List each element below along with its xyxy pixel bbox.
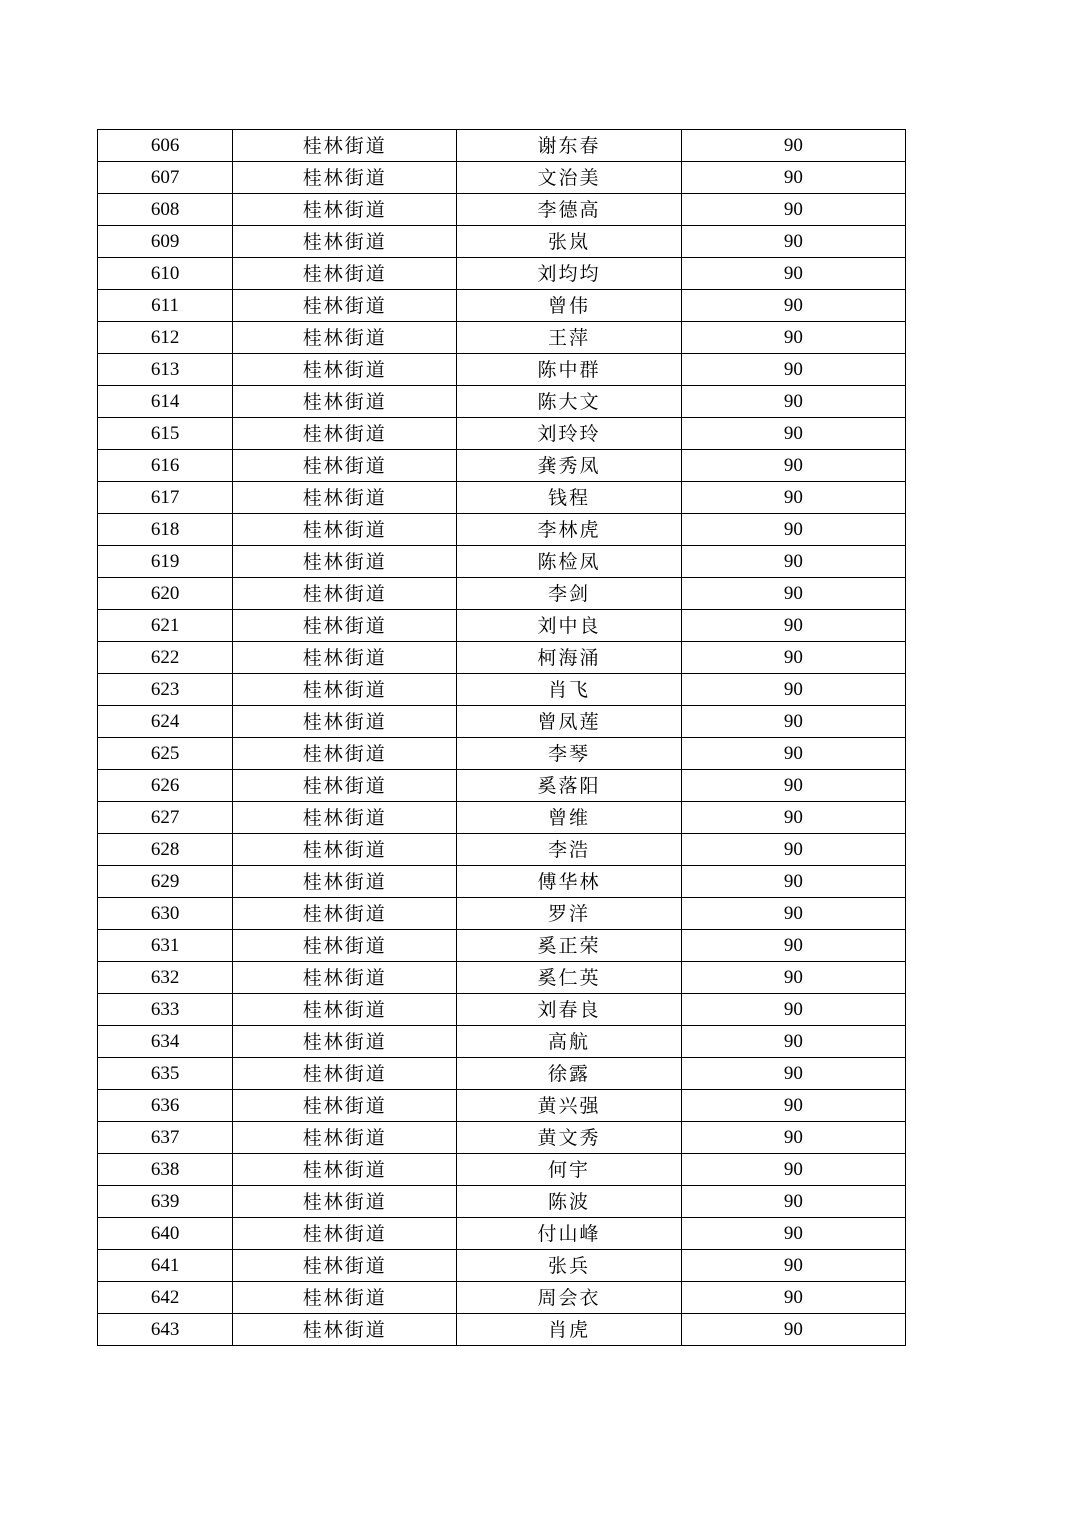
row-number-cell: 607 xyxy=(98,162,233,194)
row-number-cell: 635 xyxy=(98,1058,233,1090)
table-row xyxy=(98,1122,906,1154)
row-number-cell: 640 xyxy=(98,1218,233,1250)
score-cell: 90 xyxy=(681,162,905,194)
street-cell: 桂林街道 xyxy=(233,226,457,258)
row-number-cell: 636 xyxy=(98,1090,233,1122)
score-cell: 90 xyxy=(681,1314,905,1346)
table-row xyxy=(98,1314,906,1346)
table-row xyxy=(98,962,906,994)
street-cell: 桂林街道 xyxy=(233,418,457,450)
row-number-cell: 641 xyxy=(98,1250,233,1282)
row-number-cell: 621 xyxy=(98,610,233,642)
score-cell: 90 xyxy=(681,258,905,290)
street-cell: 桂林街道 xyxy=(233,802,457,834)
table-row xyxy=(98,258,906,290)
row-number-cell: 613 xyxy=(98,354,233,386)
score-cell: 90 xyxy=(681,1186,905,1218)
row-number-cell: 619 xyxy=(98,546,233,578)
person-name-cell: 陈波 xyxy=(457,1186,681,1218)
table-row xyxy=(98,674,906,706)
row-number-cell: 612 xyxy=(98,322,233,354)
row-number-cell: 611 xyxy=(98,290,233,322)
street-cell: 桂林街道 xyxy=(233,674,457,706)
table-row xyxy=(98,1218,906,1250)
score-cell: 90 xyxy=(681,1154,905,1186)
street-cell: 桂林街道 xyxy=(233,450,457,482)
row-number-cell: 634 xyxy=(98,1026,233,1058)
row-number-cell: 643 xyxy=(98,1314,233,1346)
table-row xyxy=(98,834,906,866)
person-name-cell: 付山峰 xyxy=(457,1218,681,1250)
street-cell: 桂林街道 xyxy=(233,290,457,322)
street-cell: 桂林街道 xyxy=(233,1250,457,1282)
score-cell: 90 xyxy=(681,1058,905,1090)
row-number-cell: 633 xyxy=(98,994,233,1026)
street-cell: 桂林街道 xyxy=(233,386,457,418)
table-row xyxy=(98,226,906,258)
table-row xyxy=(98,130,906,162)
score-cell: 90 xyxy=(681,386,905,418)
person-name-cell: 谢东春 xyxy=(457,130,681,162)
street-cell: 桂林街道 xyxy=(233,930,457,962)
person-name-cell: 肖飞 xyxy=(457,674,681,706)
row-number-cell: 627 xyxy=(98,802,233,834)
table-row xyxy=(98,930,906,962)
table-row xyxy=(98,1186,906,1218)
street-cell: 桂林街道 xyxy=(233,1186,457,1218)
score-cell: 90 xyxy=(681,226,905,258)
table-row xyxy=(98,418,906,450)
score-cell: 90 xyxy=(681,1250,905,1282)
score-cell: 90 xyxy=(681,1090,905,1122)
row-number-cell: 637 xyxy=(98,1122,233,1154)
person-name-cell: 高航 xyxy=(457,1026,681,1058)
table-row xyxy=(98,1026,906,1058)
person-name-cell: 陈检凤 xyxy=(457,546,681,578)
table-row xyxy=(98,354,906,386)
person-name-cell: 刘中良 xyxy=(457,610,681,642)
row-number-cell: 629 xyxy=(98,866,233,898)
person-name-cell: 奚落阳 xyxy=(457,770,681,802)
person-name-cell: 罗洋 xyxy=(457,898,681,930)
street-cell: 桂林街道 xyxy=(233,706,457,738)
table-row xyxy=(98,770,906,802)
person-name-cell: 何宇 xyxy=(457,1154,681,1186)
roster-table xyxy=(97,129,906,1346)
row-number-cell: 610 xyxy=(98,258,233,290)
score-cell: 90 xyxy=(681,994,905,1026)
table-row xyxy=(98,898,906,930)
row-number-cell: 638 xyxy=(98,1154,233,1186)
street-cell: 桂林街道 xyxy=(233,834,457,866)
row-number-cell: 609 xyxy=(98,226,233,258)
person-name-cell: 龚秀凤 xyxy=(457,450,681,482)
score-cell: 90 xyxy=(681,866,905,898)
street-cell: 桂林街道 xyxy=(233,130,457,162)
score-cell: 90 xyxy=(681,322,905,354)
street-cell: 桂林街道 xyxy=(233,1058,457,1090)
row-number-cell: 628 xyxy=(98,834,233,866)
score-cell: 90 xyxy=(681,290,905,322)
person-name-cell: 张岚 xyxy=(457,226,681,258)
row-number-cell: 631 xyxy=(98,930,233,962)
person-name-cell: 周会衣 xyxy=(457,1282,681,1314)
table-row xyxy=(98,802,906,834)
person-name-cell: 刘均均 xyxy=(457,258,681,290)
score-cell: 90 xyxy=(681,642,905,674)
person-name-cell: 肖虎 xyxy=(457,1314,681,1346)
row-number-cell: 625 xyxy=(98,738,233,770)
table-row xyxy=(98,290,906,322)
street-cell: 桂林街道 xyxy=(233,770,457,802)
person-name-cell: 张兵 xyxy=(457,1250,681,1282)
street-cell: 桂林街道 xyxy=(233,1026,457,1058)
row-number-cell: 618 xyxy=(98,514,233,546)
street-cell: 桂林街道 xyxy=(233,1154,457,1186)
street-cell: 桂林街道 xyxy=(233,898,457,930)
score-cell: 90 xyxy=(681,706,905,738)
score-cell: 90 xyxy=(681,418,905,450)
person-name-cell: 刘春良 xyxy=(457,994,681,1026)
person-name-cell: 曾维 xyxy=(457,802,681,834)
person-name-cell: 黄文秀 xyxy=(457,1122,681,1154)
score-cell: 90 xyxy=(681,898,905,930)
street-cell: 桂林街道 xyxy=(233,162,457,194)
person-name-cell: 柯海涌 xyxy=(457,642,681,674)
score-cell: 90 xyxy=(681,482,905,514)
street-cell: 桂林街道 xyxy=(233,1122,457,1154)
table-row xyxy=(98,578,906,610)
person-name-cell: 奚正荣 xyxy=(457,930,681,962)
score-cell: 90 xyxy=(681,962,905,994)
score-cell: 90 xyxy=(681,1122,905,1154)
row-number-cell: 623 xyxy=(98,674,233,706)
table-row xyxy=(98,194,906,226)
person-name-cell: 李浩 xyxy=(457,834,681,866)
street-cell: 桂林街道 xyxy=(233,578,457,610)
street-cell: 桂林街道 xyxy=(233,1282,457,1314)
table-row xyxy=(98,322,906,354)
score-cell: 90 xyxy=(681,1282,905,1314)
street-cell: 桂林街道 xyxy=(233,258,457,290)
row-number-cell: 630 xyxy=(98,898,233,930)
table-row xyxy=(98,1090,906,1122)
score-cell: 90 xyxy=(681,610,905,642)
street-cell: 桂林街道 xyxy=(233,1218,457,1250)
street-cell: 桂林街道 xyxy=(233,866,457,898)
score-cell: 90 xyxy=(681,194,905,226)
row-number-cell: 615 xyxy=(98,418,233,450)
person-name-cell: 傅华林 xyxy=(457,866,681,898)
person-name-cell: 奚仁英 xyxy=(457,962,681,994)
person-name-cell: 曾凤莲 xyxy=(457,706,681,738)
table-row xyxy=(98,482,906,514)
row-number-cell: 616 xyxy=(98,450,233,482)
score-cell: 90 xyxy=(681,802,905,834)
street-cell: 桂林街道 xyxy=(233,738,457,770)
street-cell: 桂林街道 xyxy=(233,994,457,1026)
table-row xyxy=(98,738,906,770)
score-cell: 90 xyxy=(681,834,905,866)
score-cell: 90 xyxy=(681,578,905,610)
row-number-cell: 617 xyxy=(98,482,233,514)
row-number-cell: 632 xyxy=(98,962,233,994)
street-cell: 桂林街道 xyxy=(233,1090,457,1122)
row-number-cell: 639 xyxy=(98,1186,233,1218)
street-cell: 桂林街道 xyxy=(233,514,457,546)
street-cell: 桂林街道 xyxy=(233,1314,457,1346)
score-cell: 90 xyxy=(681,354,905,386)
person-name-cell: 李剑 xyxy=(457,578,681,610)
street-cell: 桂林街道 xyxy=(233,962,457,994)
table-row xyxy=(98,1250,906,1282)
table-row xyxy=(98,386,906,418)
row-number-cell: 626 xyxy=(98,770,233,802)
street-cell: 桂林街道 xyxy=(233,354,457,386)
table-row xyxy=(98,994,906,1026)
person-name-cell: 黄兴强 xyxy=(457,1090,681,1122)
table-row xyxy=(98,1058,906,1090)
person-name-cell: 曾伟 xyxy=(457,290,681,322)
table-row xyxy=(98,1282,906,1314)
score-cell: 90 xyxy=(681,1218,905,1250)
score-cell: 90 xyxy=(681,738,905,770)
score-cell: 90 xyxy=(681,130,905,162)
table-row xyxy=(98,162,906,194)
table-row xyxy=(98,1154,906,1186)
row-number-cell: 620 xyxy=(98,578,233,610)
street-cell: 桂林街道 xyxy=(233,482,457,514)
street-cell: 桂林街道 xyxy=(233,322,457,354)
row-number-cell: 624 xyxy=(98,706,233,738)
street-cell: 桂林街道 xyxy=(233,194,457,226)
table-row xyxy=(98,610,906,642)
person-name-cell: 陈中群 xyxy=(457,354,681,386)
score-cell: 90 xyxy=(681,1026,905,1058)
table-row xyxy=(98,514,906,546)
score-cell: 90 xyxy=(681,770,905,802)
street-cell: 桂林街道 xyxy=(233,642,457,674)
street-cell: 桂林街道 xyxy=(233,546,457,578)
table-row xyxy=(98,450,906,482)
table-row xyxy=(98,866,906,898)
score-cell: 90 xyxy=(681,450,905,482)
roster-table-body xyxy=(98,130,906,1346)
person-name-cell: 文治美 xyxy=(457,162,681,194)
row-number-cell: 606 xyxy=(98,130,233,162)
row-number-cell: 622 xyxy=(98,642,233,674)
table-row xyxy=(98,546,906,578)
street-cell: 桂林街道 xyxy=(233,610,457,642)
person-name-cell: 李林虎 xyxy=(457,514,681,546)
score-cell: 90 xyxy=(681,546,905,578)
score-cell: 90 xyxy=(681,930,905,962)
person-name-cell: 徐露 xyxy=(457,1058,681,1090)
person-name-cell: 钱程 xyxy=(457,482,681,514)
person-name-cell: 陈大文 xyxy=(457,386,681,418)
score-cell: 90 xyxy=(681,514,905,546)
person-name-cell: 李琴 xyxy=(457,738,681,770)
person-name-cell: 李德高 xyxy=(457,194,681,226)
table-row xyxy=(98,706,906,738)
row-number-cell: 608 xyxy=(98,194,233,226)
person-name-cell: 刘玲玲 xyxy=(457,418,681,450)
table-row xyxy=(98,642,906,674)
score-cell: 90 xyxy=(681,674,905,706)
row-number-cell: 642 xyxy=(98,1282,233,1314)
person-name-cell: 王萍 xyxy=(457,322,681,354)
row-number-cell: 614 xyxy=(98,386,233,418)
